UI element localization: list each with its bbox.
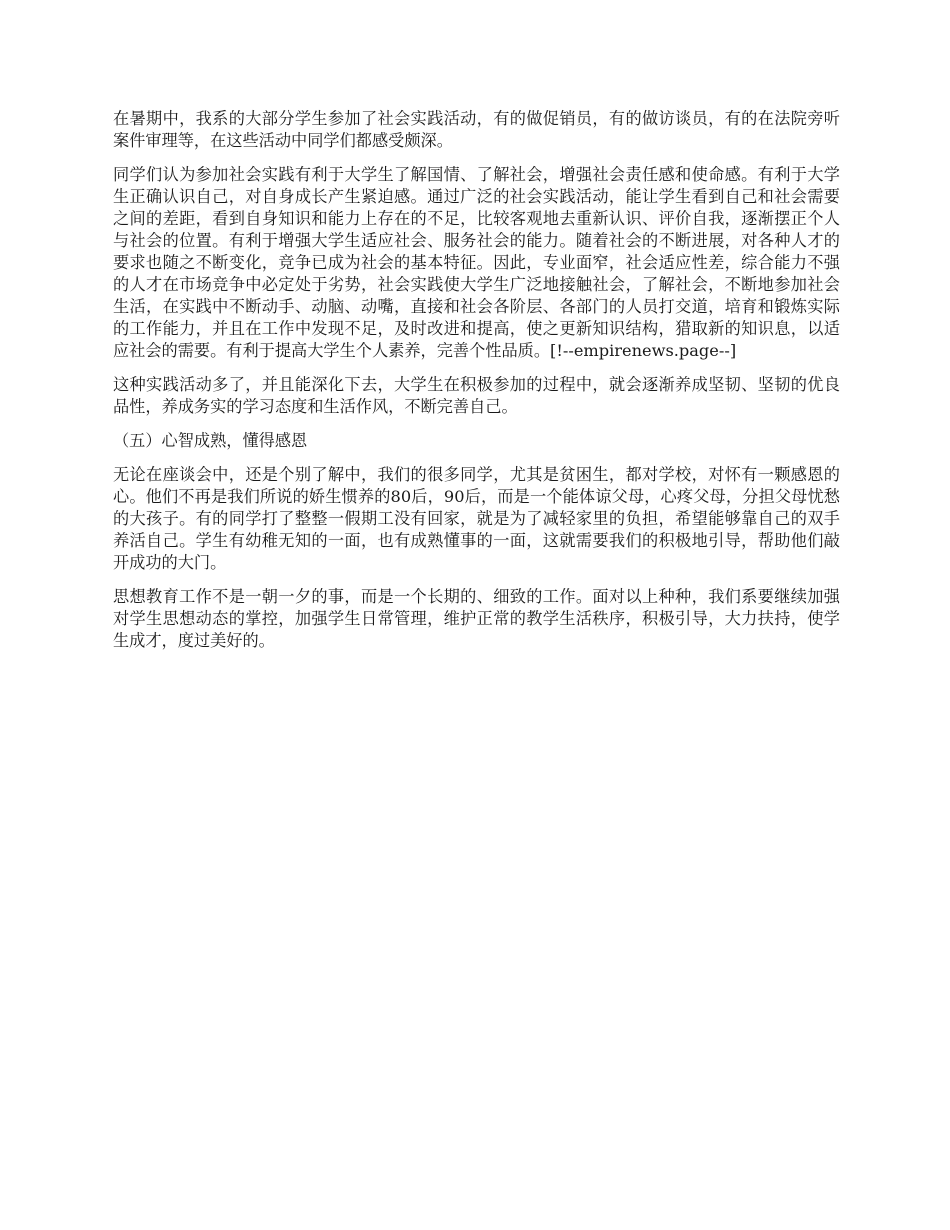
paragraph-summer-practice: 在暑期中，我系的大部分学生参加了社会实践活动，有的做促销员，有的做访谈员，有的在法院旁听案件审理等，在这些活动中同学们都感受颇深。 — [113, 109, 840, 150]
paragraph-conclusion: 思想教育工作不是一朝一夕的事，而是一个长期的、细致的工作。面对以上种种，我们系要继续加强对学生思想动态的掌控，加强学生日常管理，维护正常的教学生活秩序，积极引导，大力扶持，使学生成才，度过美好的。 — [113, 587, 840, 650]
paragraph-deepening: 这种实践活动多了，并且能深化下去，大学生在积极参加的过程中，就会逐渐养成坚韧、坚韧的优良品性，养成务实的学习态度和生活作风，不断完善自己。 — [113, 375, 840, 416]
paragraph-benefits: 同学们认为参加社会实践有利于大学生了解国情、了解社会，增强社会责任感和使命感。有利于大学生正确认识自己，对自身成长产生紧迫感。通过广泛的社会实践活动，能让学生看到自己和社会需要之间的差距，看到自身知识和能力上存在的不足，比较客观地去重新认识、评价自我，逐渐摆正个人与社会的位置。有利于增强大学生适应社会、服务社会的能力。随着社会的不断进展，对各种人才的要求也随之不断变化，竞争已成为社会的基本特征。因此，专业面窄，社会适应性差，综合能力不强的人才在市场竞争中必定处于劣势，社会实践使大学生广泛地接触社会，了解社会，不断地参加社会生活，在实践中不断动手、动脑、动嘴，直接和社会各阶层、各部门的人员打交道，培育和锻炼实际的工作能力，并且在工作中发现不足，及时改进和提高，使之更新知识结构，猎取新的知识息，以适应社会的需要。有利于提高大学生个人素养，完善个性品质。[!--empirenews.page--] — [113, 165, 840, 360]
section-heading: （五）心智成熟，懂得感恩 — [113, 431, 308, 450]
document-body — [113, 108, 840, 664]
paragraph-gratitude: 无论在座谈会中，还是个别了解中，我们的很多同学，尤其是贫困生，都对学校，对怀有一颗感恩的心。他们不再是我们所说的娇生惯养的80后，90后，而是一个能体谅父母，心疼父母，分担父母忧愁的大孩子。有的同学打了整整一假期工没有回家，就是为了减轻家里的负担，希望能够靠自己的双手养活自己。学生有幼稚无知的一面，也有成熟懂事的一面，这就需要我们的积极地引导，帮助他们敲开成功的大门。 — [113, 465, 840, 572]
